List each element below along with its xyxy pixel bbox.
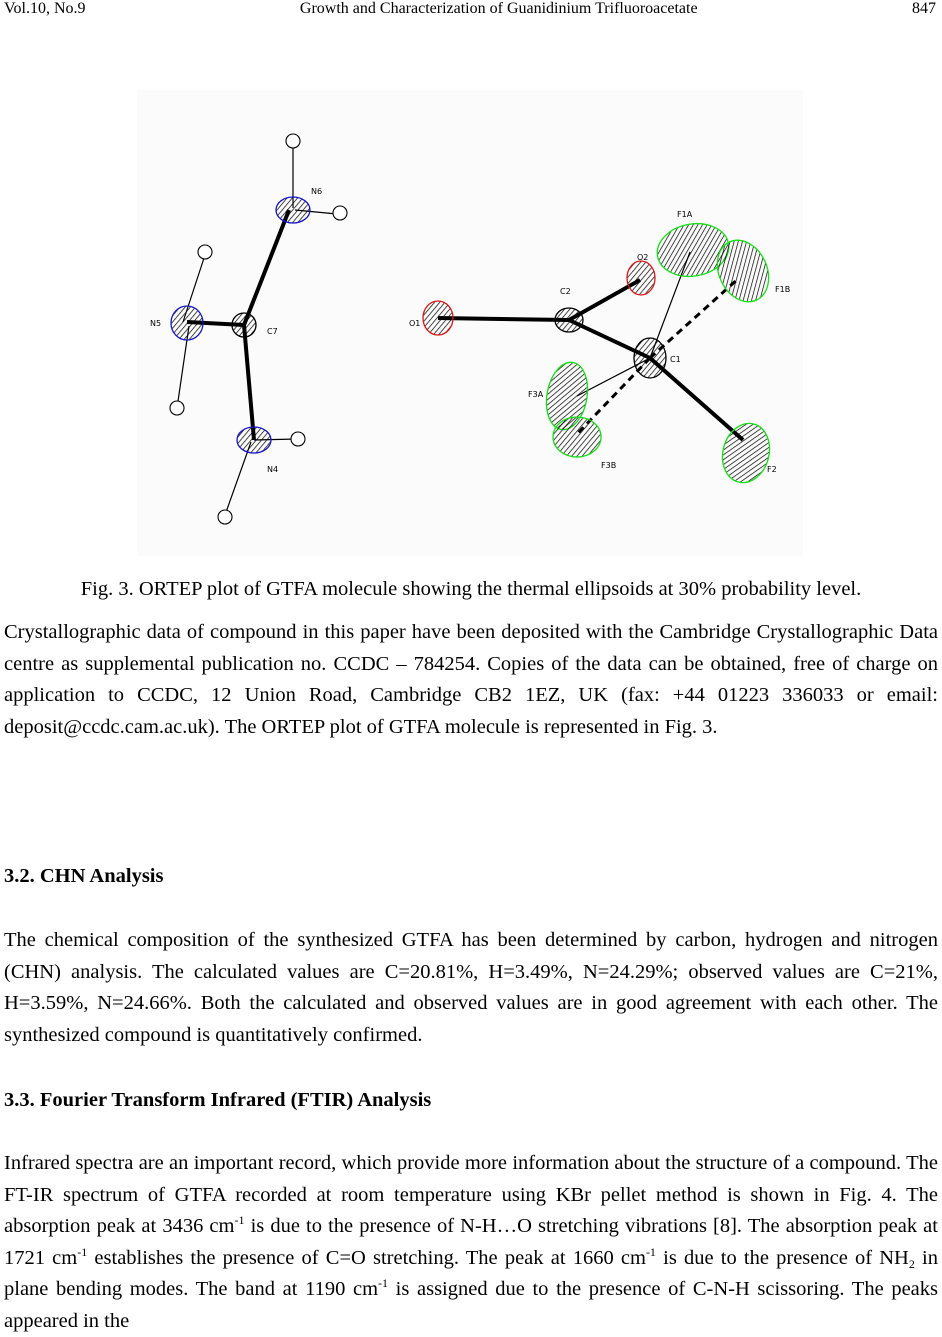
ftir-superscript-4: -1 [378,1276,389,1290]
label-o1: O1 [409,319,421,328]
page-number: 847 [911,0,936,17]
paragraph-chn-analysis: The chemical composition of the synthesized GTFA has been determined by carbon, hydrogen and nitrogen (CHN) analysis. The calculated values are C=20.81%, H=3.49%, N=24.29%; observed values are C=21%, H=3.59%, N=24.66%. Both the calculated and observed values are in good agreement with each other. The synthesized compound is quantitatively confirmed. [4,929,938,1046]
paragraph-ftir-analysis [4,1148,938,1337]
ftir-text-4: is due to the presence of NH [655,1246,909,1269]
running-title: Growth and Characterization of Guanidinium Trifluoroacetate [299,0,698,17]
heading-ftir-analysis: 3.3. Fourier Transform Infrared (FTIR) Analysis [4,1089,432,1111]
label-c1: C1 [670,355,681,364]
ftir-text-3: establishes the presence of C=O stretching. The peak at 1660 cm [87,1246,646,1269]
label-n5: N5 [150,319,162,328]
label-n4: N4 [267,465,279,474]
journal-volume: Vol.10, No.9 [4,0,86,17]
ftir-text-5: in plane bending modes. The band at 1190 cm [4,1246,939,1300]
ftir-subscript-1: 2 [908,1256,915,1271]
label-o2: O2 [637,253,649,262]
figure-caption: Fig. 3. ORTEP plot of GTFA molecule showing the thermal ellipsoids at 30% probability level. [80,578,862,600]
label-c7: C7 [267,327,278,336]
ftir-text-1: Infrared spectra are an important record, which provide more information about the structure of a compound. The FT-IR spectrum of GTFA recorded at room temperature using KBr pellet method is shown in Fig. 4. The absorption peak at 3436 cm [4,1152,938,1237]
label-c2: C2 [560,287,571,296]
ortep-figure [137,90,803,556]
label-n6: N6 [311,187,323,196]
ortep-diagram [137,90,803,556]
ftir-superscript-3: -1 [645,1244,656,1259]
ftir-superscript-1: -1 [234,1213,245,1227]
label-f1a: F1A [677,210,693,219]
ftir-superscript-2: -1 [77,1244,88,1259]
running-header [4,0,936,24]
heading-chn-analysis: 3.2. CHN Analysis [4,865,164,887]
label-f3a: F3A [528,390,544,399]
label-f1b: F1B [775,285,791,294]
label-f2: F2 [767,465,777,474]
paragraph-crystallographic-data: Crystallographic data of compound in this paper have been deposited with the Cambridge Crystallographic Data centre as supplemental publication no. CCDC – 784254. Copies of the data can be obtained, free of charge on application to CCDC, 12 Union Road, Cambridge CB2 1EZ, UK (fax: +44 01223 336033 or email: deposit@ccdc.cam.ac.uk). The ORTEP plot of GTFA molecule is represented in Fig. 3. [4,621,938,738]
ftir-text-6: is assigned due to the presence of C-N-H scissoring. The peaks appeared in the [4,1278,939,1332]
bond-o1-c2 [438,318,569,320]
label-f3b: F3B [601,461,617,470]
ftir-text-2: is due to the presence of N-H…O stretching vibrations [8]. The absorption peak at 1721 cm [4,1215,938,1269]
